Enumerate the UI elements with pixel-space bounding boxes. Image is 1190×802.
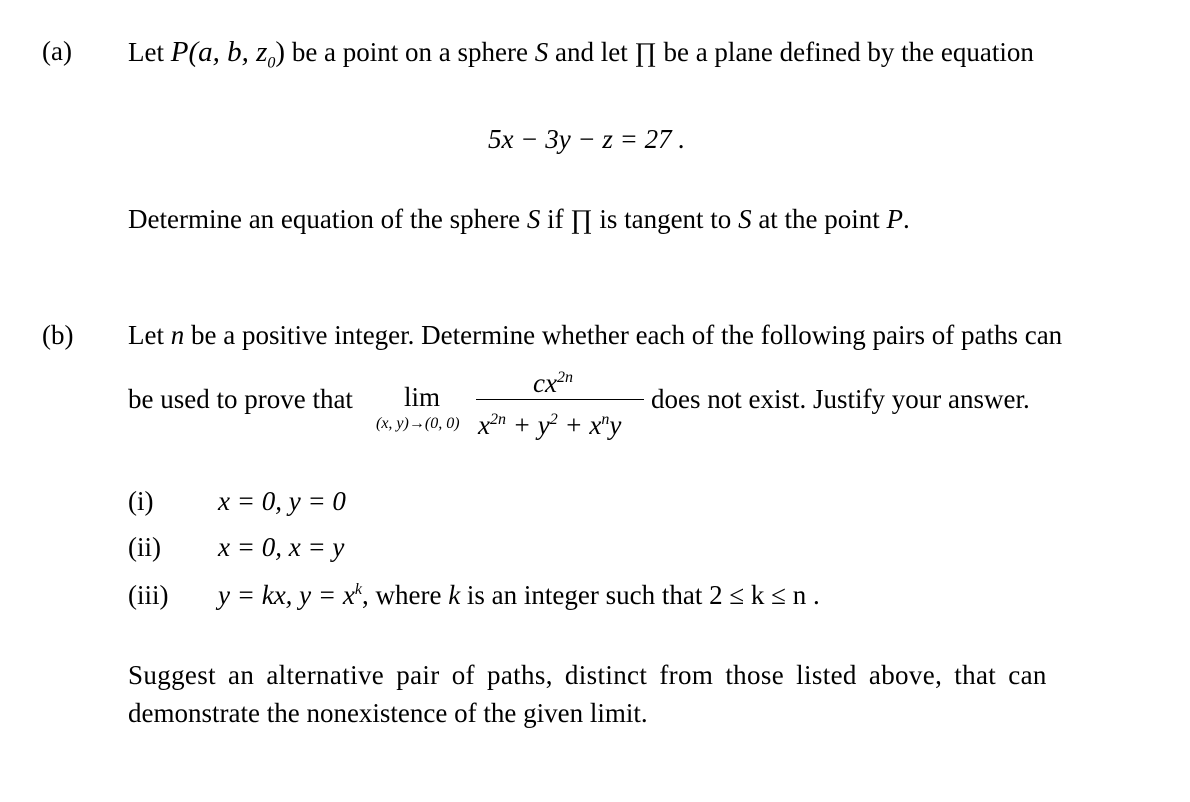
item-iii-text: y = kx, $y = x^k$, where k is an integer such that 2 ≤ k ≤ n . (218, 580, 820, 610)
fraction-bar (476, 399, 644, 400)
item-ii-label: (ii) (128, 532, 161, 562)
part-b-label: (b) (42, 320, 74, 350)
fraction-numerator: $cx^{2n}$ (533, 368, 573, 398)
part-b-line1: Let n be a positive integer. Determine whether each of the following pairs of paths can (128, 320, 1063, 350)
part-a-intro: Let P(a, b, $z_0$) be a point on a sphere S and let ∏ be a plane defined by the equation (128, 36, 1034, 72)
suggest-line2: demonstrate the nonexistence of the given limit. (128, 698, 648, 728)
limit-word: lim (404, 382, 441, 412)
fraction-denominator: $x^{2n} + y^2 + x^ny$ (478, 410, 622, 440)
part-a-label: (a) (42, 36, 72, 66)
item-iii-label: (iii) (128, 580, 169, 610)
part-b-line2-post: does not exist. Justify your answer. (651, 384, 1030, 414)
part-a-question: Determine an equation of the sphere S if ∏ is tangent to S at the point P. (128, 204, 910, 234)
item-ii-text: x = 0, x = y (218, 532, 345, 562)
item-i-text: x = 0, y = 0 (218, 486, 346, 516)
limit-subscript: (x, y)→(0, 0) (376, 415, 460, 432)
suggest-line1: Suggest an alternative pair of paths, distinct from those listed above, that can (128, 660, 1047, 690)
part-b-line2-pre: be used to prove that (128, 384, 353, 414)
plane-equation: 5x − 3y − z = 27 . (488, 124, 686, 154)
item-i-label: (i) (128, 486, 154, 516)
